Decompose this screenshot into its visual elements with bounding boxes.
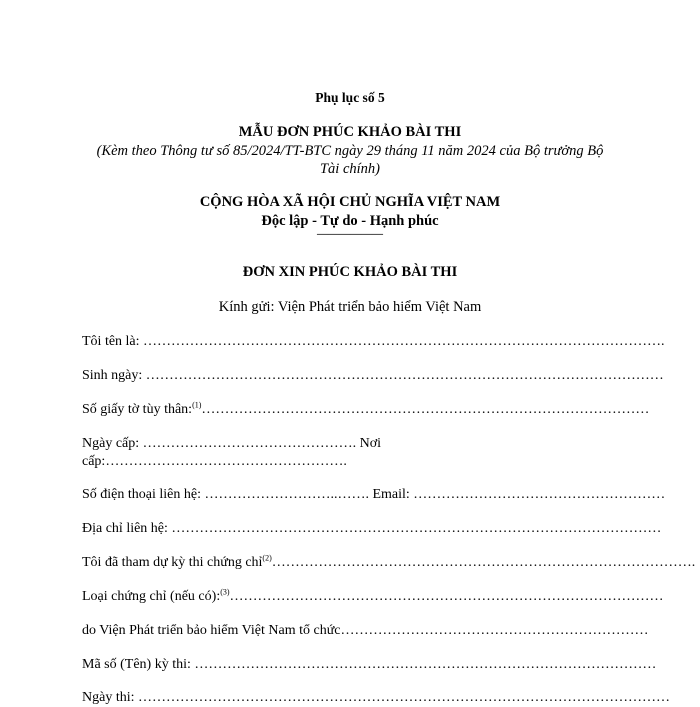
exam-dots: ………………………………………………………………………………. [271,555,696,570]
recipient-line: Kính gửi: Viện Phát triển bảo hiểm Việt Nam [218,299,482,315]
field-exam-code: Mã số (Tên) kỳ thi: ……………………………………………………………………………………… [82,657,657,672]
id-label: Số giấy tờ tùy thân: [82,402,193,417]
attached-line-2: Tài chính) [319,161,380,177]
certificate-dots: ………………………………………………………………………………… [229,589,664,604]
field-date-of-birth: Sinh ngày: ………………………………………………………………………………………………… [82,368,664,383]
appendix-number: Phụ lục số 5 [315,90,385,105]
national-title: CỘNG HÒA XÃ HỘI CHỦ NGHĨA VIỆT NAM [199,194,501,210]
field-issue [82,435,412,471]
field-phone-email: Số điện thoại liên hệ: ………………………..……. Email: ……………………………………………… [82,487,666,502]
attached-line-1: (Kèm theo Thông tư số 85/2024/TT-BTC ngày 29 tháng 11 năm 2024 của Bộ trưởng Bộ [96,143,604,159]
document-title: ĐƠN XIN PHÚC KHẢO BÀI THI [242,264,458,280]
certificate-footnote-marker: (3) [220,587,230,597]
field-certificate-type [82,587,664,606]
exam-label: Tôi đã tham dự kỳ thi chứng chỉ [82,555,263,570]
field-address: Địa chỉ liên hệ: …………………………………………………………………………………………… [82,521,662,536]
id-dots: …………………………………………………………………………………… [201,402,650,417]
field-id-number [82,400,650,419]
field-organizer: do Viện Phát triển bảo hiểm Việt Nam tổ chức………………………………………………………… [82,623,649,638]
exam-footnote-marker: (2) [262,553,272,563]
field-exam-date: Ngày thi: …………………………………………………………………………………………………… [82,690,670,705]
field-full-name: Tôi tên là: …………………………………………………………………………………………………. [82,334,665,349]
field-exam-attended [82,553,696,572]
issue-date: Ngày cấp: ………………………………………. Nơi [82,436,382,451]
form-title: MẪU ĐƠN PHÚC KHẢO BÀI THI [238,124,462,140]
certificate-label: Loại chứng chỉ (nếu có): [82,589,221,604]
motto: Độc lập - Tự do - Hạnh phúc [261,213,439,229]
id-footnote-marker: (1) [192,400,202,410]
issue-place: cấp:……………………………………………. [82,454,347,469]
separator-line: —————— [317,228,383,240]
